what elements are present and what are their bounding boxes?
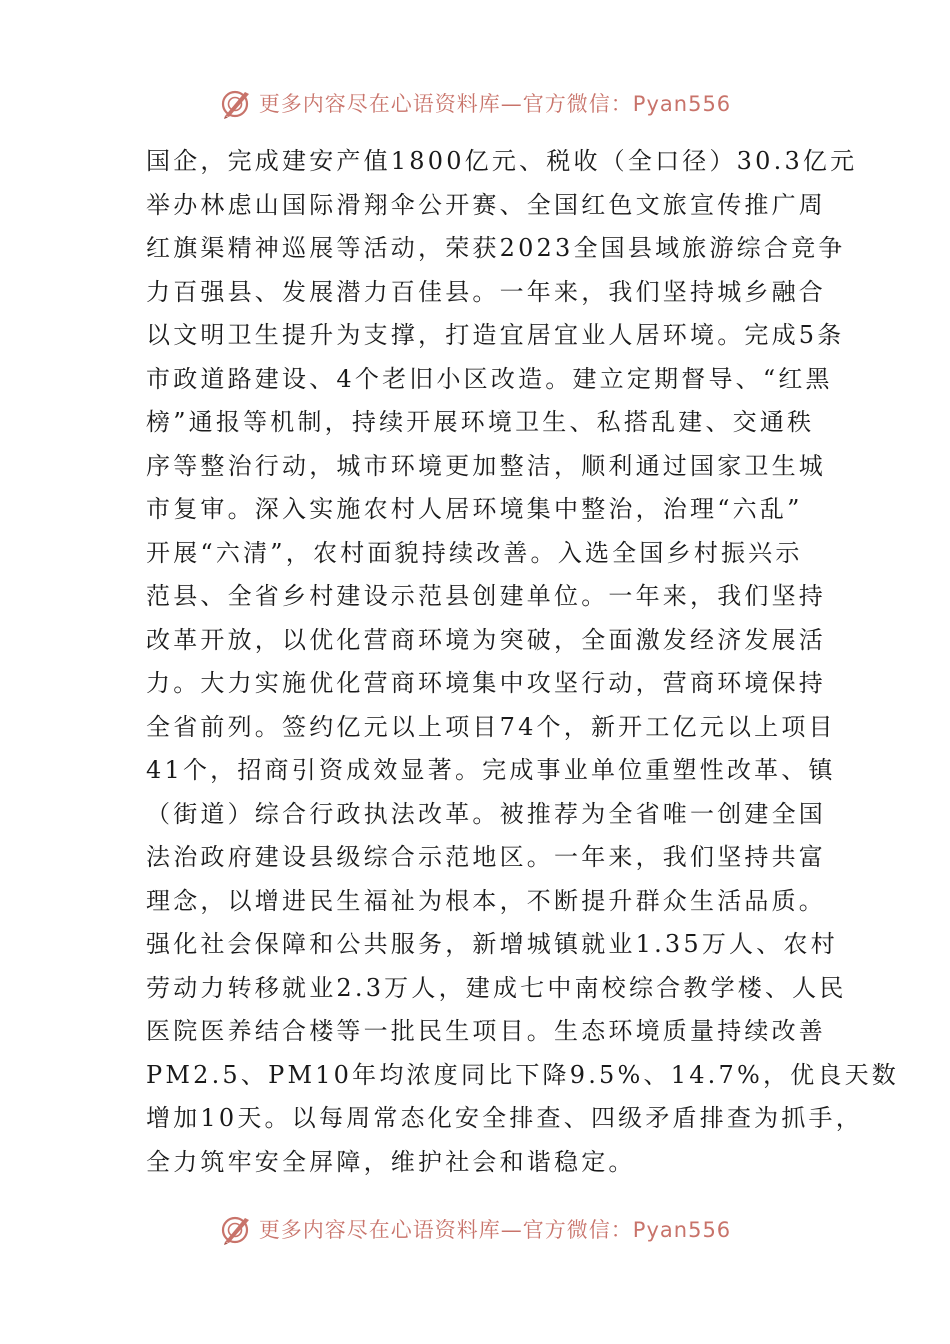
body-line: 医院医养结合楼等一批民生项目。生态环境质量持续改善: [146, 1017, 826, 1045]
body-line: 全力筑牢安全屏障，维护社会和谐稳定。: [146, 1147, 636, 1176]
pen-circle-logo-icon: [219, 86, 253, 120]
body-line: 理念，以增进民生福祉为根本，不断提升群众生活品质。: [146, 886, 826, 915]
header-banner-text: 更多内容尽在心语资料库—官方微信：Pyan556: [258, 92, 732, 116]
body-line: 序等整治行动，城市环境更加整洁，顺利通过国家卫生城: [146, 451, 826, 480]
body-line: 红旗渠精神巡展等活动，荣获2023全国县域旅游综合竞争: [146, 234, 846, 262]
body-line: 41个，招商引资成效显著。完成事业单位重塑性改革、镇: [146, 756, 836, 784]
header-banner: [0, 83, 950, 123]
body-line: 举办林虑山国际滑翔伞公开赛、全国红色文旅宣传推广周: [146, 190, 826, 219]
body-line: 国企，完成建安产值1800亿元、税收（全口径）30.3亿元: [146, 147, 858, 175]
body-line: 力百强县、发展潜力百佳县。一年来，我们坚持城乡融合: [146, 277, 826, 306]
body-line: 市政道路建设、4个老旧小区改造。建立定期督导、“红黑: [146, 364, 833, 393]
body-line: 榜”通报等机制，持续开展环境卫生、私搭乱建、交通秩: [146, 408, 815, 436]
body-line: 强化社会保障和公共服务，新增城镇就业1.35万人、农村: [146, 930, 838, 958]
body-line: 范县、全省乡村建设示范县创建单位。一年来，我们坚持: [146, 582, 826, 610]
body-line: 全省前列。签约亿元以上项目74个，新开工亿元以上项目: [146, 712, 836, 741]
pen-circle-logo-icon: [219, 1212, 253, 1246]
body-line: （街道）综合行政执法改革。被推荐为全省唯一创建全国: [146, 799, 826, 828]
body-line: 力。大力实施优化营商环境集中攻坚行动，营商环境保持: [146, 669, 826, 697]
body-line: 开展“六清”，农村面貌持续改善。入选全国乡村振兴示: [146, 538, 803, 567]
body-line: 增加10天。以每周常态化安全排查、四级矛盾排查为抓手，: [146, 1104, 863, 1132]
body-line: 劳动力转移就业2.3万人，建成七中南校综合教学楼、人民: [146, 973, 847, 1002]
footer-banner-text: 更多内容尽在心语资料库—官方微信：Pyan556: [258, 1218, 732, 1242]
document-body: [146, 140, 899, 1184]
footer-banner: [0, 1209, 950, 1249]
body-line: 以文明卫生提升为支撑，打造宜居宜业人居环境。完成5条: [146, 321, 845, 349]
body-line: 市复审。深入实施农村人居环境集中整治，治理“六乱”: [146, 495, 803, 523]
body-line: 法治政府建设县级综合示范地区。一年来，我们坚持共富: [146, 843, 826, 871]
body-line: PM2.5、PM10年均浓度同比下降9.5%、14.7%，优良天数: [146, 1060, 899, 1089]
body-line: 改革开放，以优化营商环境为突破，全面激发经济发展活: [146, 625, 826, 654]
